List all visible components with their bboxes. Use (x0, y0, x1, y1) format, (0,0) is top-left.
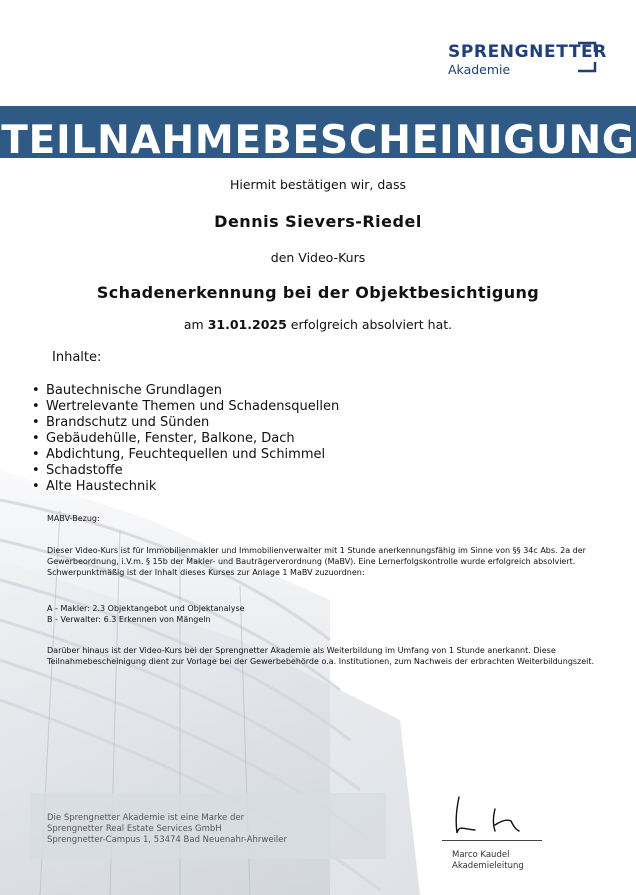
participant-name: Dennis Sievers-Riedel (214, 212, 422, 231)
footer-line: Die Sprengnetter Akademie ist eine Marke der (47, 813, 245, 823)
signer-block (452, 850, 524, 872)
title-banner (0, 106, 636, 158)
logo-sub-text: Akademie (448, 62, 511, 77)
intro-text: Hiermit bestätigen wir, dass (229, 177, 406, 192)
footer-line: Sprengnetter Real Estate Services GmbH (47, 824, 222, 834)
course-title: Schadenerkennung bei der Objektbesichtigung (96, 283, 540, 302)
list-item: • Gebäudehülle, Fenster, Balkone, Dach (30, 431, 339, 447)
completion-suffix: erfolgreich absolviert hat. (290, 317, 453, 332)
sprengnetter-logo (440, 40, 607, 80)
list-item: • Alte Haustechnik (30, 479, 339, 495)
signature-line (442, 840, 542, 841)
makler-line: A - Makler: 2.3 Objektangebot und Objektanalyse (47, 604, 245, 613)
list-item: • Abdichtung, Feuchtequellen und Schimmel (30, 447, 339, 463)
closing-statement: Darüber hinaus ist der Video-Kurs bei der Sprengnetter Akademie als Weiterbildung im Umfang von 1 Stunde anerkannt. Diese Teilnahmebescheinigung dient zur Vorlage bei der Gewerbebehörde o.a. Institutionen, zum Nachweis der erbrachten Weiterbildungszeit. (47, 646, 595, 666)
course-type-label: den Video-Kurs (270, 250, 366, 265)
mabv-label: MABV-Bezug: (47, 514, 100, 523)
list-item: • Wertrelevante Themen und Schadensquellen (30, 399, 339, 415)
signer-role: Akademieleitung (452, 861, 524, 871)
contents-list (30, 383, 339, 495)
handwritten-signature (445, 795, 540, 841)
completion-prefix: am (183, 317, 204, 332)
mabv-category-list (47, 603, 245, 625)
verwalter-line: B - Verwalter: 6.3 Erkennen von Mängeln (47, 615, 211, 624)
logo-bracket-icon (576, 40, 598, 74)
logo-brand-text: SPRENGNETTER (448, 42, 607, 62)
signer-name: Marco Kaudel (452, 850, 510, 860)
footer-line: Sprengnetter-Campus 1, 53474 Bad Neuenahr-Ahrweiler (47, 835, 288, 845)
footer-address (47, 813, 287, 846)
completion-date: 31.01.2025 (207, 317, 287, 332)
list-item: • Brandschutz und Sünden (30, 415, 339, 431)
list-item: • Schadstoffe (30, 463, 339, 479)
mabv-description: Dieser Video-Kurs ist für Immobilienmakler und Immobilienverwalter mit 1 Stunde anerkennungsfähig im Sinne von §§ 34c Abs. 2a der Gewerbeordnung, i.V.m. § 15b der Makler- und Bauträgerverordnung (MaBV). Eine Lernerfolgskontrolle wurde erfolgreich absolviert. Schwerpunktmäßig ist der Inhalt dieses Kurses zur Anlage 1 MaBV zuzuordnen: (47, 546, 586, 577)
completion-statement (0, 317, 636, 332)
contents-label: Inhalte: (52, 350, 102, 365)
list-item: • Bautechnische Grundlagen (30, 383, 339, 399)
certificate-title: TEILNAHMEBESCHEINIGUNG (1, 118, 635, 158)
